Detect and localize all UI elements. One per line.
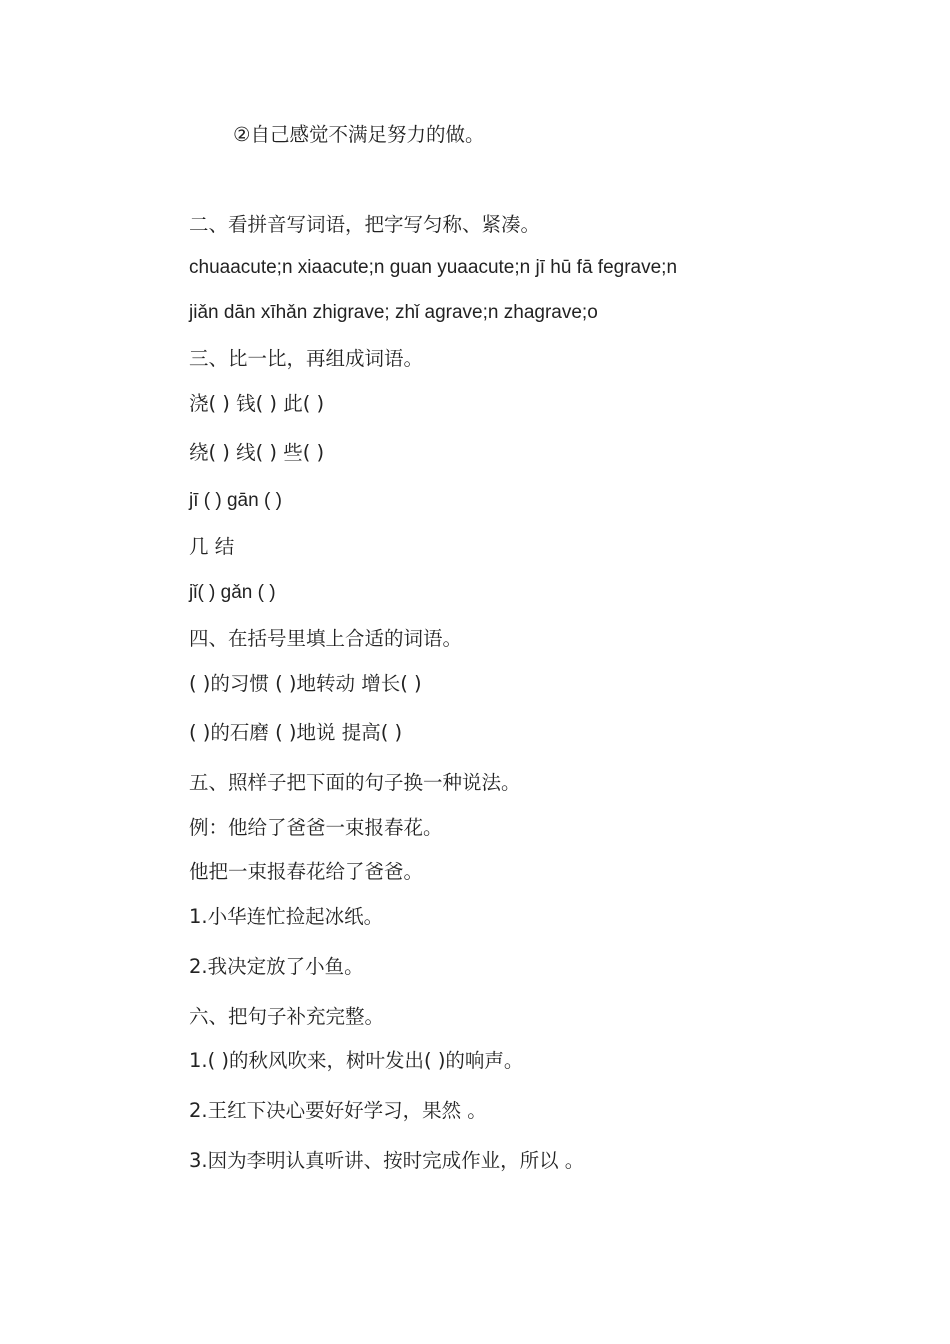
text-line: 浇( ) 钱( ) 此( ) (189, 392, 325, 415)
text-line: ( )的石磨 ( )地说 提高( ) (189, 721, 403, 744)
pinyin-line: jī ( ) gān ( ) (189, 490, 282, 511)
section-heading: 六、把句子补充完整。 (189, 1005, 385, 1028)
text-line: 几 结 (189, 535, 235, 558)
pinyin-line: chuaacute;n xiaacute;n guan yuaacute;n jī hū fā fegrave;n (189, 257, 678, 278)
text-line: 2.王红下决心要好好学习，果然 。 (189, 1099, 487, 1122)
text-line: 例：他给了爸爸一束报春花。 (189, 816, 443, 839)
section-heading: 三、比一比，再组成词语。 (189, 347, 424, 370)
text-line: ( )的习惯 ( )地转动 增长( ) (189, 672, 422, 695)
pinyin-line: jǐ( ) gǎn ( ) (189, 582, 276, 603)
text-line: 绕( ) 线( ) 些( ) (189, 441, 325, 464)
text-line: ②自己感觉不满足努力的做。 (233, 123, 485, 146)
section-heading: 四、在括号里填上合适的词语。 (189, 627, 463, 650)
text-line: 3.因为李明认真听讲、按时完成作业，所以 。 (189, 1149, 585, 1172)
section-heading: 二、看拼音写词语，把字写匀称、紧凑。 (189, 213, 541, 236)
pinyin-line: jiǎn dān xīhǎn zhigrave; zhǐ agrave;n zhagrave;o (189, 302, 598, 323)
text-line: 1.小华连忙捡起冰纸。 (189, 905, 384, 928)
text-line: 1.( )的秋风吹来，树叶发出( )的响声。 (189, 1049, 524, 1072)
text-line: 2.我决定放了小鱼。 (189, 955, 364, 978)
section-heading: 五、照样子把下面的句子换一种说法。 (189, 771, 521, 794)
text-line: 他把一束报春花给了爸爸。 (189, 860, 424, 883)
